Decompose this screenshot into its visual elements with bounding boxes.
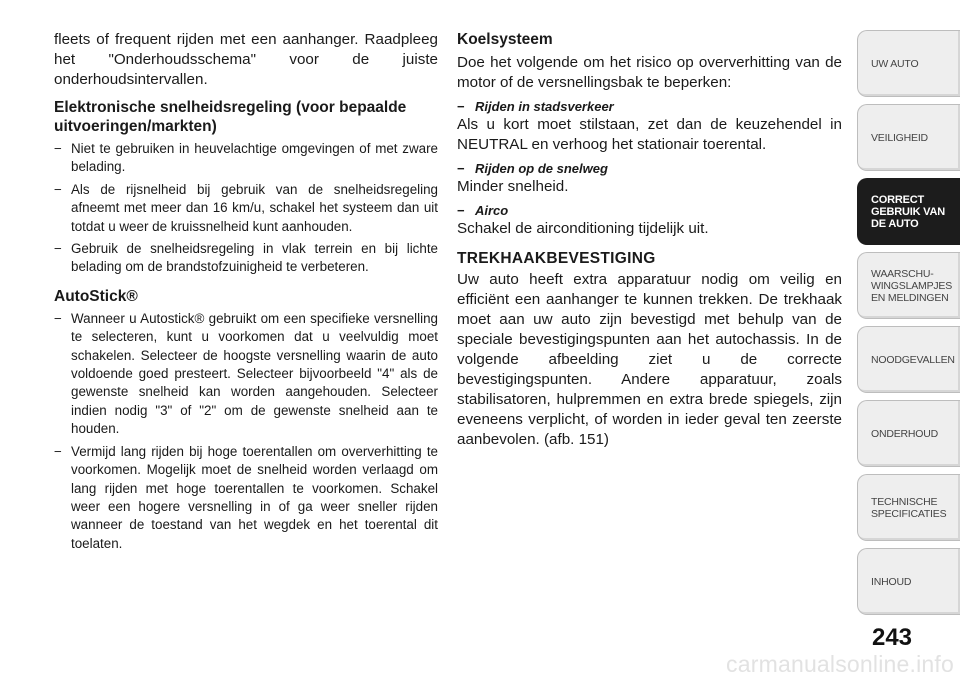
sub-heading: Airco [475, 203, 509, 218]
hitch-heading: TREKHAAKBEVESTIGING [457, 250, 656, 267]
dash-mark: − [54, 141, 62, 156]
tab-label: VEILIGHEID [871, 131, 928, 144]
tab-label: INHOUD [871, 575, 912, 588]
tab-label: TECHNISCHE SPECIFICATIES [871, 495, 947, 520]
tab-waarschuwingslampjes[interactable] [857, 252, 960, 319]
list-item: − Vermijd lang rijden bij hoge toerentallen om oververhitting te voorkomen. Mogelijk moet de snelheid worden verlaagd om lang rijden met hoge toerentallen te voorkomen. Schakel weer een hogere versnelling in of ga weer sneller rijden wanneer de toestand van het wegdek en het toerental dit toelaten. [54, 443, 438, 551]
autostick-list [54, 310, 438, 553]
dash-mark: − [54, 443, 62, 459]
list-item: − Als de rijsnelheid bij gebruik van de snelheidsregeling afneemt met meer dan 16 km/u, schakel het systeem dan uit totdat u weer de kruissnelheid kunt aanhouden. [54, 181, 438, 234]
list-item: − Gebruik de snelheidsregeling in vlak terrein en bij lichte belading om de brandstofzuinigheid te verbeteren. [54, 241, 438, 275]
sub-text: Schakel de airconditioning tijdelijk uit. [457, 220, 709, 237]
right-column [457, 30, 842, 450]
watermark: carmanualsonline.info [726, 651, 954, 677]
tab-veiligheid[interactable] [857, 104, 960, 171]
dash-mark: − [457, 99, 465, 114]
list-item: − Wanneer u Autostick® gebruikt om een specifieke versnelling te selecteren, kunt u voorkomen dat u veelvuldig moet schakelen. Selecteer de hoogste versnelling waarin de auto voldoende goed presteert. Selecteer bijvoorbeeld "4" als de gewenste snelheid kan worden aangehouden. Selecteer indien nodig "3" of "2" om de gewenste snelheid aan te houden. [54, 310, 438, 437]
cooling-item-city [457, 99, 842, 155]
sub-text: Minder snelheid. [457, 178, 569, 195]
tab-label: NOODGEVALLEN [871, 353, 955, 366]
sub-heading: Rijden op de snelweg [475, 161, 608, 176]
tab-correct-gebruik[interactable] [857, 178, 960, 245]
dash-mark: − [54, 181, 62, 197]
tab-label: WAARSCHU- WINGSLAMPJES EN MELDINGEN [871, 267, 953, 304]
tab-noodgevallen[interactable] [857, 326, 960, 393]
cooling-item-highway [457, 161, 842, 197]
tab-label: UW AUTO [871, 57, 919, 70]
tab-onderhoud[interactable] [857, 400, 960, 467]
cooling-item-airco [457, 203, 842, 239]
chapter-tabs [857, 30, 960, 622]
intro-paragraph: fleets of frequent rijden met een aanhanger. Raadpleeg het "Onderhoudsschema" voor de juiste onderhoudsintervallen. [54, 31, 438, 88]
tab-label: ONDERHOUD [871, 427, 939, 440]
cooling-intro: Doe het volgende om het risico op oververhitting van de motor of de versnellingsbak te beperken: [457, 54, 842, 91]
page-number: 243 [871, 624, 913, 651]
tab-label: CORRECT GEBRUIK VAN DE AUTO [871, 193, 945, 230]
sub-heading: Rijden in stadsverkeer [475, 99, 614, 114]
dash-mark: − [54, 241, 62, 257]
tab-inhoud[interactable] [857, 548, 960, 615]
tab-uw-auto[interactable] [857, 30, 960, 97]
dash-mark: − [457, 203, 465, 218]
dash-mark: − [54, 310, 62, 326]
list-item: − Niet te gebruiken in heuvelachtige omgevingen of met zware belading. [54, 141, 438, 175]
tab-technische-specificaties[interactable] [857, 474, 960, 541]
cruise-control-list [54, 140, 438, 277]
cooling-heading: Koelsysteem [457, 31, 553, 48]
autostick-heading: AutoStick® [54, 287, 138, 305]
hitch-paragraph: Uw auto heeft extra apparatuur nodig om veilig en efficiënt een aanhanger te kunnen trekken. De trekhaak moet aan uw auto zijn bevestigd met behulp van de speciale bevestigingspunten aan het autochassis. In de volgende afbeelding ziet u de correcte bevestigingspunten. Andere apparatuur, zoals stabilisatoren, hulpremmen en extra brede spiegels, zijn eveneens verplicht, of worden in ieder geval ten zeerste aanbevolen. (afb. 151) [457, 271, 842, 448]
dash-mark: − [457, 161, 465, 176]
sub-text: Als u kort moet stilstaan, zet dan de keuzehendel in NEUTRAL en verhoog het stationair toerental. [457, 116, 842, 153]
cruise-control-heading: Elektronische snelheidsregeling (voor bepaalde uitvoeringen/markten) [54, 99, 407, 135]
left-column [54, 30, 438, 553]
